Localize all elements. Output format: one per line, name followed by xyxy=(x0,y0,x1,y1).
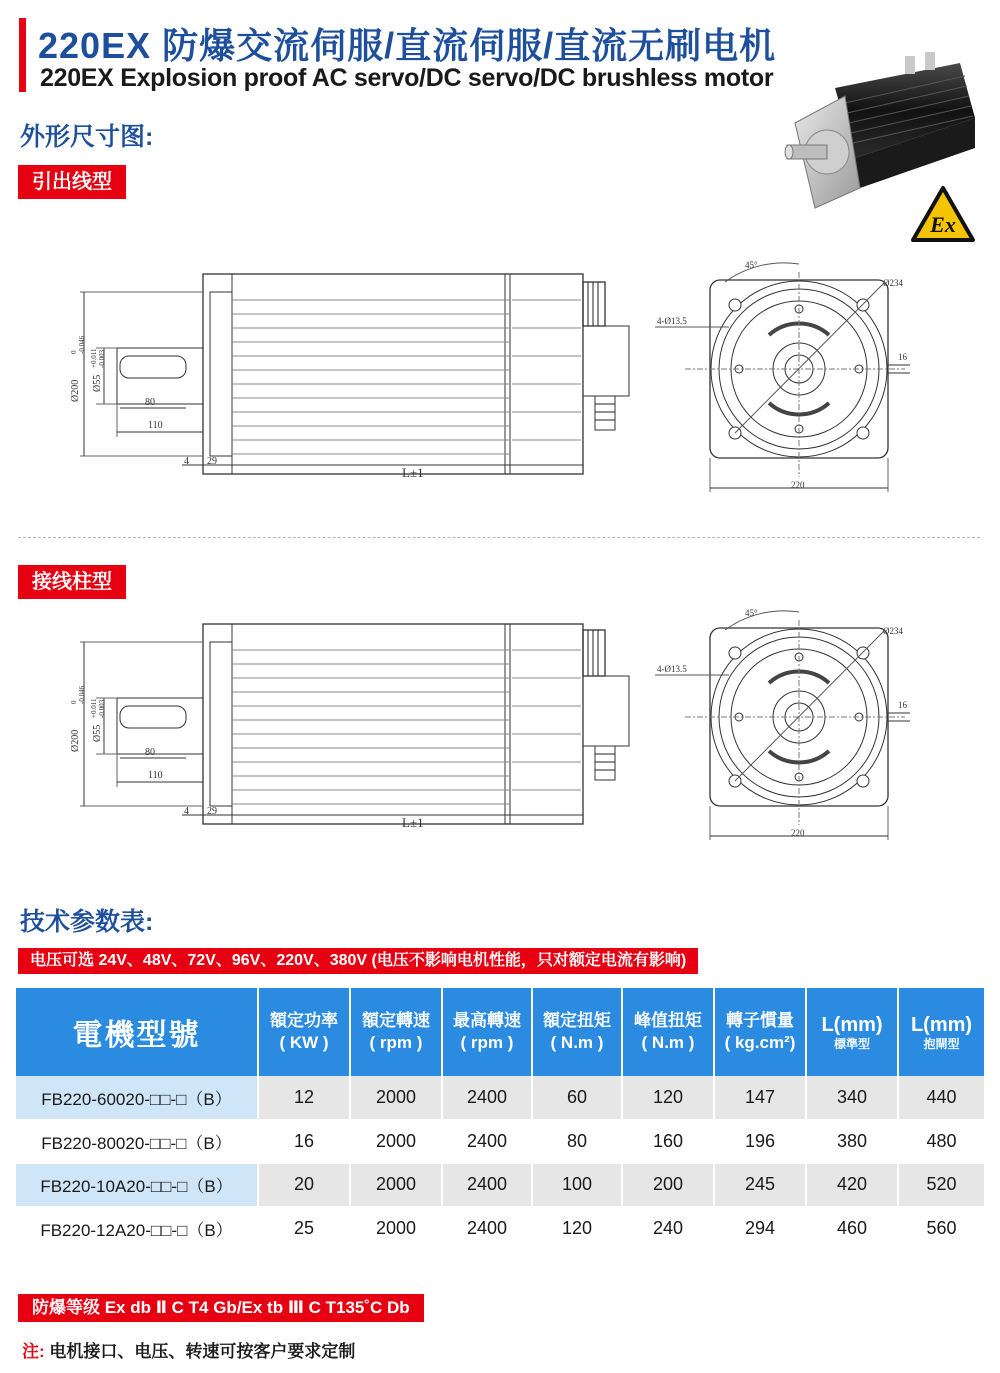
svg-text:220: 220 xyxy=(791,480,805,490)
svg-text:4: 4 xyxy=(184,456,189,467)
svg-text:4-Ø13.5: 4-Ø13.5 xyxy=(657,664,687,674)
cell-value: 480 xyxy=(898,1120,984,1164)
cell-value: 2400 xyxy=(442,1120,532,1164)
custom-note xyxy=(22,1337,355,1362)
col-model: 電機型號 xyxy=(16,988,258,1076)
note-text: 电机接口、电压、转速可按客户要求定制 xyxy=(49,1342,356,1361)
svg-text:220: 220 xyxy=(791,828,805,838)
page-title: 220EX 防爆交流伺服/直流伺服/直流无刷电机 xyxy=(38,25,777,66)
col-peak-torque: 峰值扭矩 ( N.m ) xyxy=(622,988,714,1076)
cell-value: 2000 xyxy=(350,1120,442,1164)
cell-value: 2400 xyxy=(442,1207,532,1251)
svg-text:Ø200: Ø200 xyxy=(70,379,81,402)
motor-photo xyxy=(775,48,985,248)
lead-wire-type-tag: 引出线型 xyxy=(18,165,126,199)
col-rated-power: 額定功率 ( KW ) xyxy=(258,988,350,1076)
table-row xyxy=(16,1207,984,1251)
cell-value: 2000 xyxy=(350,1076,442,1120)
cell-value: 120 xyxy=(622,1076,714,1120)
title-accent-bar xyxy=(19,18,26,92)
cell-value: 60 xyxy=(532,1076,622,1120)
cell-value: 16 xyxy=(258,1120,350,1164)
cell-model: FB220-10A20-□□-□（B） xyxy=(16,1163,258,1207)
cell-value: 2400 xyxy=(442,1076,532,1120)
cell-model: FB220-60020-□□-□（B） xyxy=(16,1076,258,1120)
section-divider xyxy=(18,537,980,538)
svg-text:16: 16 xyxy=(898,352,907,362)
table-row xyxy=(16,1163,984,1207)
cell-value: 2000 xyxy=(350,1163,442,1207)
col-max-speed: 最高轉速 ( rpm ) xyxy=(442,988,532,1076)
col-rated-torque: 額定扭矩 ( N.m ) xyxy=(532,988,622,1076)
table-row xyxy=(16,1076,984,1120)
cell-value: 80 xyxy=(532,1120,622,1164)
cell-value: 147 xyxy=(714,1076,806,1120)
cell-value: 25 xyxy=(258,1207,350,1251)
voltage-options-note: 电压可选 24V、48V、72V、96V、220V、380V (电压不影响电机性能，只对额定电流有影响) xyxy=(18,948,698,974)
front-view-drawing-lead xyxy=(655,252,915,497)
svg-text:Ø55: Ø55 xyxy=(92,374,103,392)
col-length-brake: L(mm) 抱閘型 xyxy=(898,988,984,1076)
svg-text:Ø55: Ø55 xyxy=(92,724,103,742)
svg-text:29: 29 xyxy=(207,456,217,467)
cell-value: 20 xyxy=(258,1163,350,1207)
cell-value: 560 xyxy=(898,1207,984,1251)
cell-value: 420 xyxy=(806,1163,898,1207)
cell-value: 160 xyxy=(622,1120,714,1164)
cell-value: 294 xyxy=(714,1207,806,1251)
svg-text:29: 29 xyxy=(207,806,217,817)
col-length-standard: L(mm) 標準型 xyxy=(806,988,898,1076)
cell-value: 340 xyxy=(806,1076,898,1120)
svg-text:16: 16 xyxy=(898,700,907,710)
page-subtitle: 220EX Explosion proof AC servo/DC servo/DC brushless motor xyxy=(40,64,774,92)
cell-value: 120 xyxy=(532,1207,622,1251)
explosion-proof-grade: 防爆等级 Ex db Ⅱ C T4 Gb/Ex tb Ⅲ C T135˚C Db xyxy=(18,1294,424,1322)
svg-text:110: 110 xyxy=(148,420,163,431)
dimensions-heading: 外形尺寸图: xyxy=(20,123,154,151)
svg-text:80: 80 xyxy=(145,747,155,758)
cell-value: 200 xyxy=(622,1163,714,1207)
terminal-type-tag: 接线柱型 xyxy=(18,565,126,599)
side-view-drawing-lead xyxy=(60,262,650,497)
svg-text:-0.046: -0.046 xyxy=(78,335,86,354)
svg-text:L±1: L±1 xyxy=(402,815,424,830)
svg-text:45°: 45° xyxy=(745,608,758,618)
svg-text:Ex: Ex xyxy=(930,212,956,237)
cell-value: 100 xyxy=(532,1163,622,1207)
table-row xyxy=(16,1120,984,1164)
cell-model: FB220-80020-□□-□（B） xyxy=(16,1120,258,1164)
svg-text:45°: 45° xyxy=(745,260,758,270)
side-view-drawing-terminal xyxy=(60,612,650,847)
svg-text:0: 0 xyxy=(70,350,78,354)
cell-value: 2400 xyxy=(442,1163,532,1207)
spec-table-header xyxy=(16,988,984,1076)
ex-mark-icon xyxy=(913,188,973,240)
svg-text:0: 0 xyxy=(70,700,78,704)
svg-text:110: 110 xyxy=(148,770,163,781)
svg-text:-0.003: -0.003 xyxy=(98,699,106,718)
cell-value: 440 xyxy=(898,1076,984,1120)
cell-value: 240 xyxy=(622,1207,714,1251)
spec-table xyxy=(16,988,984,1251)
svg-text:L±1: L±1 xyxy=(402,465,424,480)
cell-value: 196 xyxy=(714,1120,806,1164)
col-rotor-inertia: 轉子慣量 ( kg.cm²) xyxy=(714,988,806,1076)
svg-text:4: 4 xyxy=(184,806,189,817)
svg-text:+0.011: +0.011 xyxy=(90,348,98,368)
cell-value: 2000 xyxy=(350,1207,442,1251)
cell-value: 12 xyxy=(258,1076,350,1120)
cell-value: 380 xyxy=(806,1120,898,1164)
cell-value: 245 xyxy=(714,1163,806,1207)
specs-heading: 技术参数表: xyxy=(20,908,154,936)
svg-text:Ø234: Ø234 xyxy=(883,626,903,636)
svg-text:-0.046: -0.046 xyxy=(78,685,86,704)
svg-text:80: 80 xyxy=(145,397,155,408)
note-label: 注: xyxy=(22,1342,45,1361)
cell-value: 460 xyxy=(806,1207,898,1251)
cell-model: FB220-12A20-□□-□（B） xyxy=(16,1207,258,1251)
cell-value: 520 xyxy=(898,1163,984,1207)
svg-text:Ø200: Ø200 xyxy=(70,729,81,752)
svg-text:+0.011: +0.011 xyxy=(90,698,98,718)
col-rated-speed: 額定轉速 ( rpm ) xyxy=(350,988,442,1076)
svg-text:Ø234: Ø234 xyxy=(883,278,903,288)
svg-text:4-Ø13.5: 4-Ø13.5 xyxy=(657,316,687,326)
svg-text:-0.003: -0.003 xyxy=(98,349,106,368)
front-view-drawing-terminal xyxy=(655,600,915,845)
